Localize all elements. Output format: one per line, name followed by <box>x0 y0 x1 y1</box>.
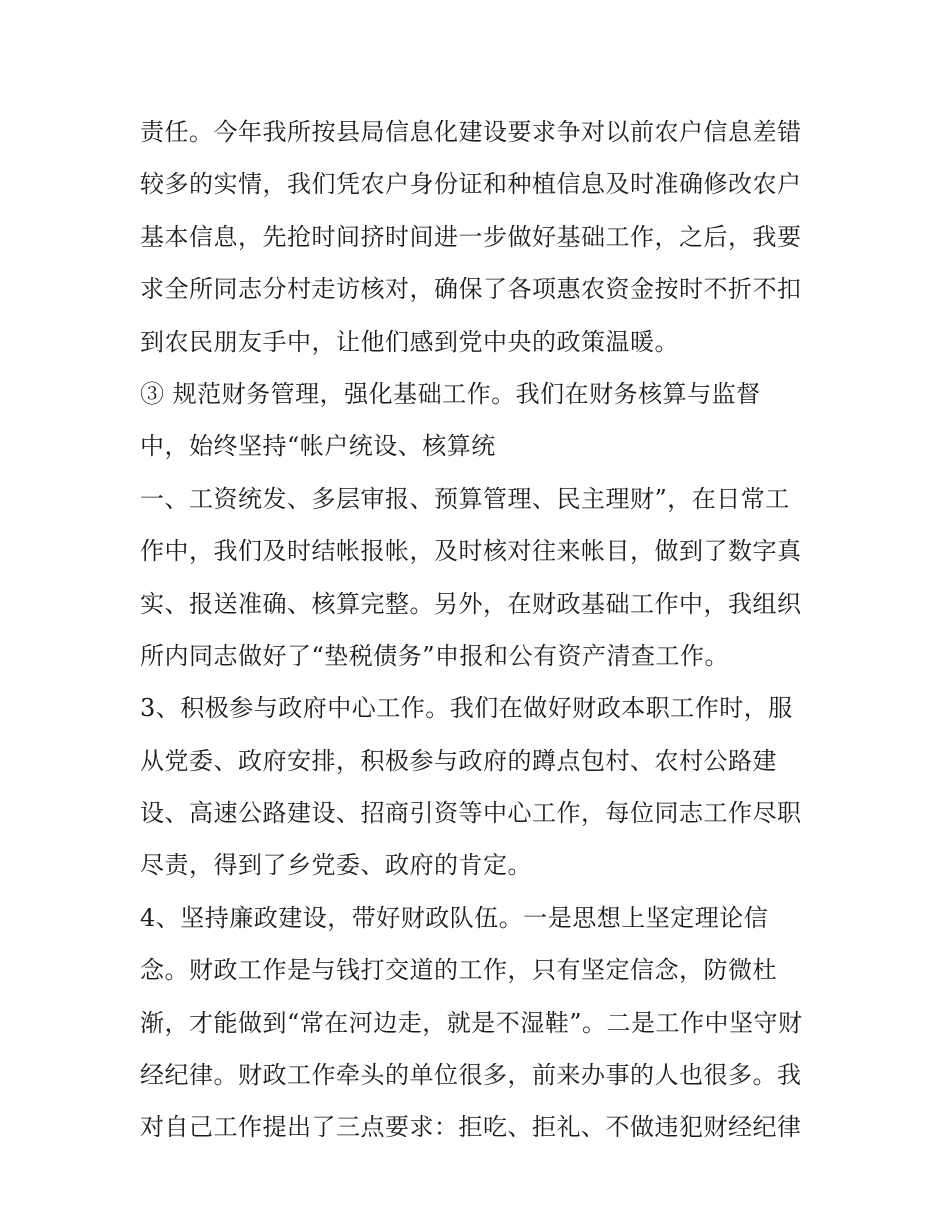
text-line: 求全所同志分村走访核对，确保了各项惠农资金按时不折不扣 <box>140 275 802 304</box>
text-line: 一、工资统发、多层审报、预算管理、民主理财”，在日常工 <box>140 484 790 513</box>
text-line: 所内同志做好了“垫税债务”申报和公有资产清查工作。 <box>140 641 730 670</box>
section-heading-line: 3、积极参与政府中心工作。我们在做好财政本职工作时，服 <box>140 694 793 723</box>
text-line: 较多的实情，我们凭农户身份证和种植信息及时准确修改农户 <box>140 170 802 199</box>
text-line: 实、报送准确、核算完整。另外，在财政基础工作中，我组织 <box>140 589 802 618</box>
text-line: 作中，我们及时结帐报帐，及时核对往来帐目，做到了数字真 <box>140 537 802 566</box>
text-line: 经纪律。财政工作牵头的单位很多，前来办事的人也很多。我 <box>140 1061 802 1090</box>
text-line: 尽责，得到了乡党委、政府的肯定。 <box>140 851 532 880</box>
section-heading-line: ③ 规范财务管理，强化基础工作。我们在财务核算与监督 <box>140 379 761 408</box>
text-line: 中，始终坚持“帐户统设、核算统 <box>140 432 496 461</box>
document-body <box>140 106 830 1154</box>
text-line: 到农民朋友手中，让他们感到党中央的政策温暖。 <box>140 327 679 356</box>
text-line: 对自己工作提出了三点要求：拒吃、拒礼、不做违犯财经纪律 <box>140 1113 802 1142</box>
text-line: 责任。今年我所按县局信息化建设要求争对以前农户信息差错 <box>140 118 802 146</box>
text-line: 从党委、政府安排，积极参与政府的蹲点包村、农村公路建 <box>140 746 777 775</box>
text-line: 渐，才能做到“常在河边走，就是不湿鞋”。二是工作中坚守财 <box>140 1008 803 1037</box>
section-heading-line: 4、坚持廉政建设，带好财政队伍。一是思想上坚定理论信 <box>140 903 769 932</box>
text-line: 念。财政工作是与钱打交道的工作，只有坚定信念，防微杜 <box>140 956 777 985</box>
text-line: 设、高速公路建设、招商引资等中心工作，每位同志工作尽职 <box>140 799 802 828</box>
text-line: 基本信息，先抢时间挤时间进一步做好基础工作，之后，我要 <box>140 222 802 251</box>
